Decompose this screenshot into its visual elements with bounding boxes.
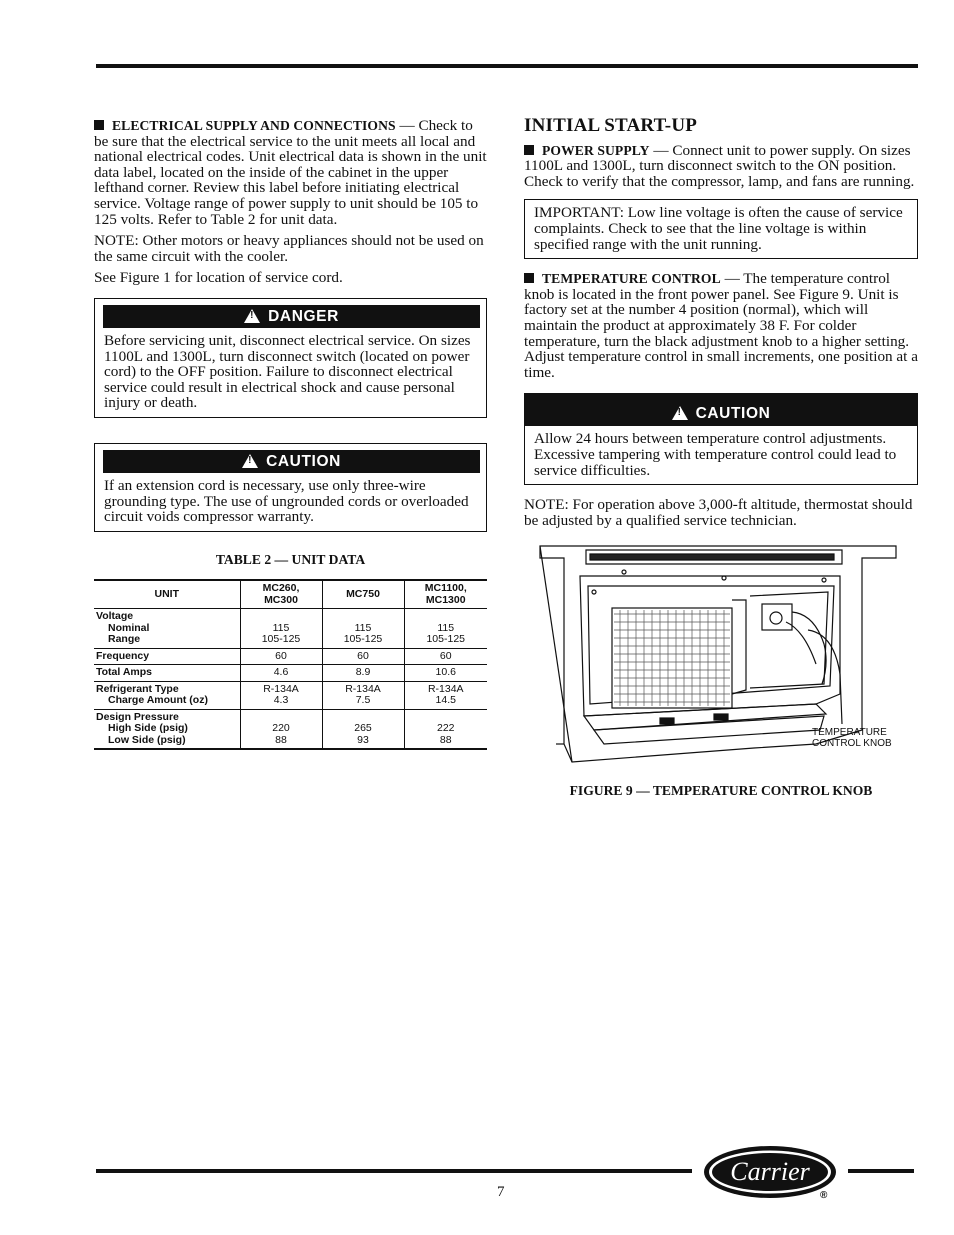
figure-9 bbox=[524, 534, 918, 774]
electrical-paragraph bbox=[94, 118, 487, 227]
temp-text: — The temperature control knob is located in the front power panel. See Figure 9. Unit is factory set at the number 4 position (normal), which will maintain the product at approximately 38 F. For colder temperature, turn the black adjustment knob to a higher setting. Adjust temperature control in small increments, one position at a time. bbox=[524, 270, 918, 381]
carrier-logo bbox=[702, 1144, 838, 1200]
electrical-runin: ELECTRICAL SUPPLY AND CONNECTIONS bbox=[112, 118, 396, 133]
danger-text: Before servicing unit, disconnect electrical service. On sizes 1100L and 1300L, turn disconnect switch (located on power cord) to the OFF position. Failure to disconnect electrical service could result in electrical shock and cause personal injury or death. bbox=[104, 331, 471, 412]
unit-data-table bbox=[94, 579, 487, 750]
note-motors: NOTE: Other motors or heavy appliances should not be used on the same circuit with the cooler. bbox=[94, 232, 484, 265]
figure-caption: FIGURE 9 — TEMPERATURE CONTROL KNOB bbox=[569, 783, 873, 799]
caution-box-right bbox=[524, 393, 918, 485]
power-text: — Connect unit to power supply. On sizes 1100L and 1300L, turn disconnect switch to the ON position. Check to verify that the compressor, lamp, and fans are running. bbox=[524, 141, 915, 190]
caution-title-right: CAUTION bbox=[695, 404, 771, 422]
altitude-note: NOTE: For operation above 3,000-ft altitude, thermostat should be adjusted by a qualified service technician. bbox=[524, 496, 913, 529]
dash: — bbox=[395, 117, 419, 134]
bottom-rule-left bbox=[96, 1169, 692, 1173]
table-header-row bbox=[94, 580, 487, 609]
caution-text-left: If an extension cord is necessary, use only three-wire grounding type. The use of ungrounded cords or overloaded circuit voids compressor warranty. bbox=[104, 476, 469, 526]
caution-header-left bbox=[103, 450, 480, 473]
page-number: 7 bbox=[497, 1184, 505, 1200]
table-row: Design Pressure High Side (psig) Low Side (psig) 220 88 265 93 222 88 bbox=[94, 709, 487, 749]
section-heading: INITIAL START-UP bbox=[524, 115, 698, 136]
table-header-mc1100: MC1100, MC1300 bbox=[404, 580, 487, 609]
temp-runin: TEMPERATURE CONTROL bbox=[542, 271, 721, 287]
right-column bbox=[524, 115, 918, 799]
table-header-mc750: MC750 bbox=[322, 580, 404, 609]
bullet-square-icon bbox=[94, 120, 104, 130]
warning-triangle-icon bbox=[244, 309, 260, 323]
caution-text-right: Allow 24 hours between temperature control adjustments. Excessive tampering with temperature control could lead to service difficulties. bbox=[534, 430, 897, 479]
registered-mark: ® bbox=[820, 1190, 828, 1201]
figure-label: TEMPERATURE CONTROL KNOB bbox=[812, 727, 892, 750]
table-row: Voltage Nominal Range 115 105-125 115 105-125 115 105-125 bbox=[94, 609, 487, 649]
temperature-control-paragraph bbox=[524, 271, 918, 380]
danger-header bbox=[103, 305, 480, 328]
important-box: IMPORTANT: Low line voltage is often the cause of service complaints. Check to see that the line voltage is within specified range with the unit running. bbox=[524, 199, 918, 259]
table-header-mc260: MC260, MC300 bbox=[240, 580, 322, 609]
warning-triangle-icon bbox=[242, 454, 258, 468]
power-runin: POWER SUPPLY bbox=[542, 142, 650, 158]
warning-triangle-icon bbox=[672, 406, 688, 420]
electrical-text: Check to be sure that the electrical service to the unit meets all local and national electrical codes. Unit electrical data is shown in the unit data label, located on the inside of the cabinet in the upper lefthand corner. Review this label before initiating electrical service. Voltage range of power supply to unit should be 105 to 125 volts. Refer to Table 2 for unit data. bbox=[94, 117, 487, 228]
bullet-square-icon bbox=[524, 145, 534, 155]
left-column bbox=[94, 118, 487, 750]
power-supply-paragraph bbox=[524, 143, 918, 190]
top-rule bbox=[96, 64, 918, 68]
bottom-rule-right bbox=[848, 1169, 914, 1173]
table-row: Total Amps 4.6 8.9 10.6 bbox=[94, 665, 487, 682]
table-header-unit: UNIT bbox=[94, 580, 240, 609]
caution-title-left: CAUTION bbox=[266, 452, 341, 470]
caution-box-left bbox=[94, 443, 487, 532]
danger-box bbox=[94, 298, 487, 418]
logo-text: Carrier bbox=[730, 1157, 810, 1186]
table-title: TABLE 2 — UNIT DATA bbox=[215, 551, 366, 567]
caution-header-right bbox=[525, 394, 917, 426]
danger-title: DANGER bbox=[268, 307, 339, 325]
table-row: Refrigerant Type Charge Amount (oz) R-134A 4.3 R-134A 7.5 R-134A 14.5 bbox=[94, 681, 487, 709]
see-figure-note: See Figure 1 for location of service cord. bbox=[94, 269, 343, 287]
bullet-square-icon bbox=[524, 273, 534, 283]
table-row: Frequency 60 60 60 bbox=[94, 648, 487, 665]
